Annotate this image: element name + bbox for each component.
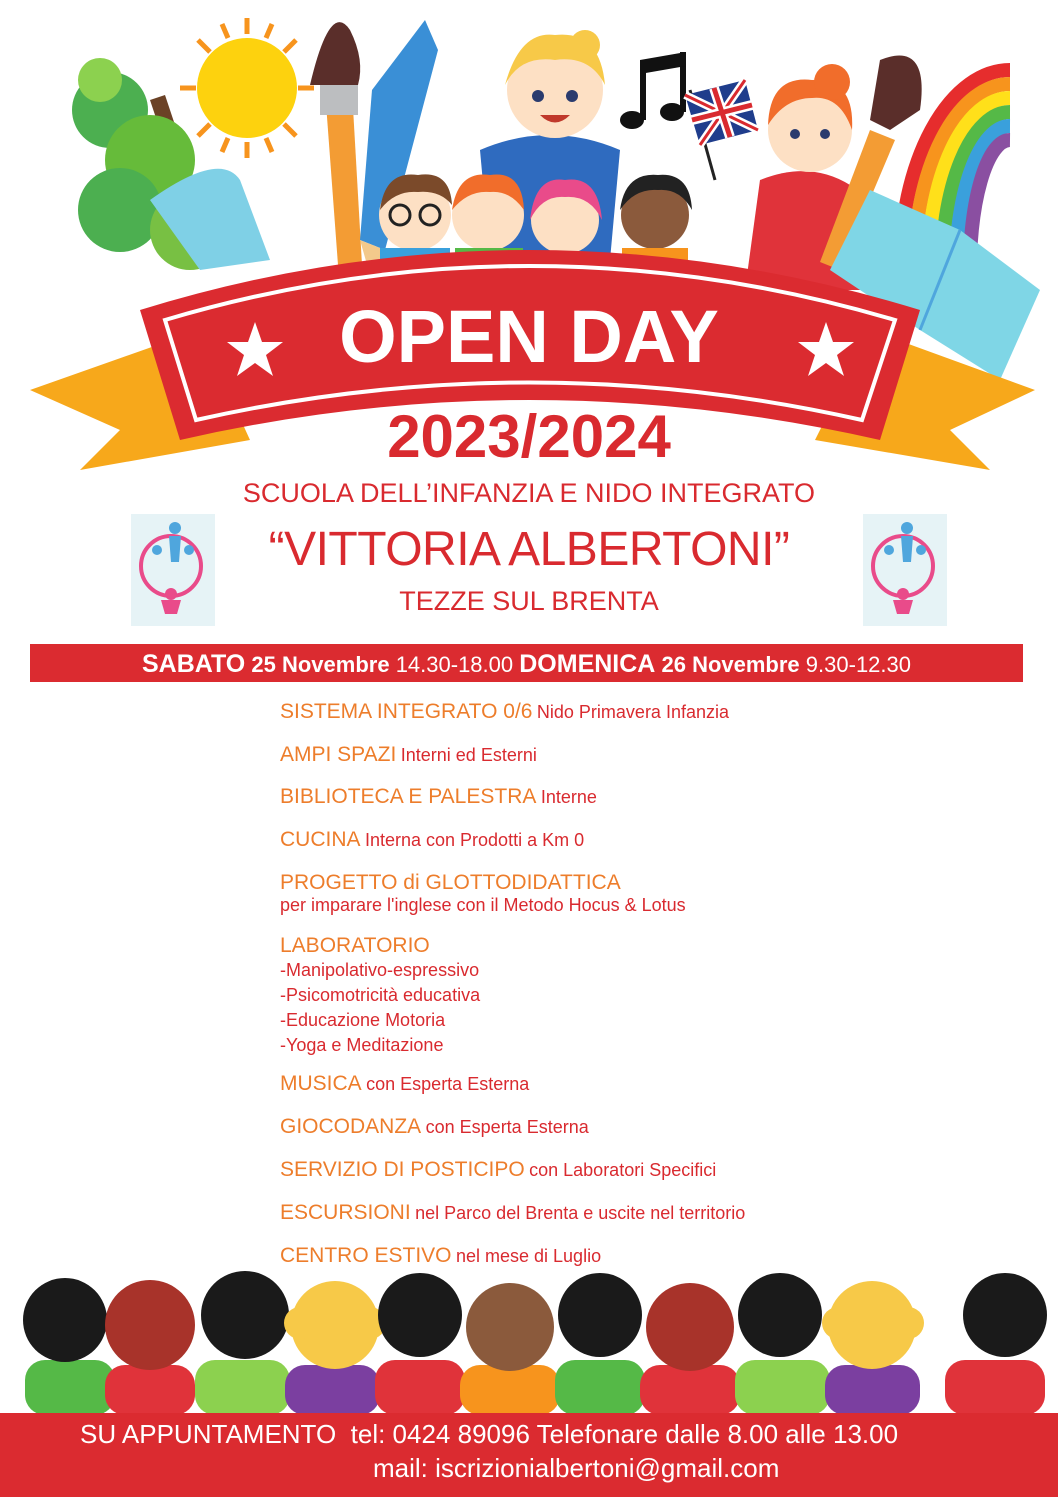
feature-title: BIBLIOTECA E PALESTRA — [280, 785, 537, 808]
day1-label: SABATO — [142, 650, 246, 678]
feature-item — [280, 934, 1000, 1072]
day2-label: DOMENICA — [519, 650, 656, 678]
feature-line: -Yoga e Meditazione — [280, 1035, 444, 1055]
day1-hours: 14.30-18.00 — [395, 652, 514, 677]
feature-item — [280, 828, 1000, 871]
school-name: “VITTORIA ALBERTONI” — [268, 523, 790, 576]
day2-hours: 9.30-12.30 — [805, 652, 911, 677]
school-type: SCUOLA DELL’INFANZIA E NIDO INTEGRATO — [242, 478, 816, 508]
feature-item — [280, 1158, 1000, 1201]
paintbrush-illustration — [310, 22, 362, 265]
feature-title: SERVIZIO DI POSTICIPO — [280, 1158, 525, 1181]
contact-phone-line: SU APPUNTAMENTO tel: 0424 89096 Telefonare dalle 8.00 alle 13.00 — [80, 1419, 899, 1449]
feature-title: CUCINA — [280, 828, 361, 851]
feature-desc: con Esperta Esterna — [425, 1117, 589, 1137]
feature-item — [280, 1201, 1000, 1244]
feature-item — [280, 785, 1000, 828]
feature-desc: nel Parco del Brenta e uscite nel territorio — [415, 1203, 746, 1223]
feature-title: GIOCODANZA — [280, 1115, 422, 1138]
feature-title: SISTEMA INTEGRATO 0/6 — [280, 700, 533, 723]
day1-date: 25 Novembre — [251, 652, 390, 677]
feature-title: PROGETTO di GLOTTODIDATTICA — [280, 871, 621, 894]
music-note-icon — [620, 52, 686, 129]
feature-desc: Interne — [540, 787, 597, 807]
feature-desc: Interna con Prodotti a Km 0 — [364, 830, 585, 850]
feature-item — [280, 743, 1000, 785]
feature-line: per imparare l'inglese con il Metodo Hocus & Lotus — [280, 895, 686, 915]
feature-item — [280, 1115, 1000, 1158]
uk-flag-icon — [685, 80, 758, 180]
feature-line: -Manipolativo-espressivo — [280, 960, 480, 980]
feature-item — [280, 871, 1000, 934]
feature-item — [280, 1072, 1000, 1115]
children-crowd-illustration — [0, 1265, 1058, 1415]
contact-email-line[interactable]: mail: iscrizionialbertoni@gmail.com — [373, 1453, 780, 1483]
feature-title: AMPI SPAZI — [280, 743, 397, 766]
feature-item — [280, 700, 1000, 743]
contact-footer — [0, 1413, 1058, 1497]
sun-illustration — [180, 18, 314, 158]
feature-title: CENTRO ESTIVO — [280, 1244, 452, 1267]
school-year: 2023/2024 — [387, 403, 671, 470]
feature-desc: con Laboratori Specifici — [529, 1160, 717, 1180]
feature-desc: Interni ed Esterni — [400, 745, 537, 765]
feature-title: MUSICA — [280, 1072, 362, 1095]
feature-title: LABORATORIO — [280, 934, 430, 957]
feature-title: ESCURSIONI — [280, 1201, 411, 1224]
schedule-bar — [30, 644, 1023, 682]
feature-line: -Educazione Motoria — [280, 1010, 446, 1030]
school-town: TEZZE SUL BRENTA — [399, 586, 659, 616]
feature-line: -Psicomotricità educativa — [280, 985, 481, 1005]
banner-title: OPEN DAY — [339, 295, 719, 378]
feature-desc: Nido Primavera Infanzia — [536, 702, 729, 722]
day2-date: 26 Novembre — [661, 652, 800, 677]
feature-desc: nel mese di Luglio — [455, 1246, 602, 1266]
features-list — [280, 700, 1000, 1287]
feature-desc: con Esperta Esterna — [366, 1074, 530, 1094]
